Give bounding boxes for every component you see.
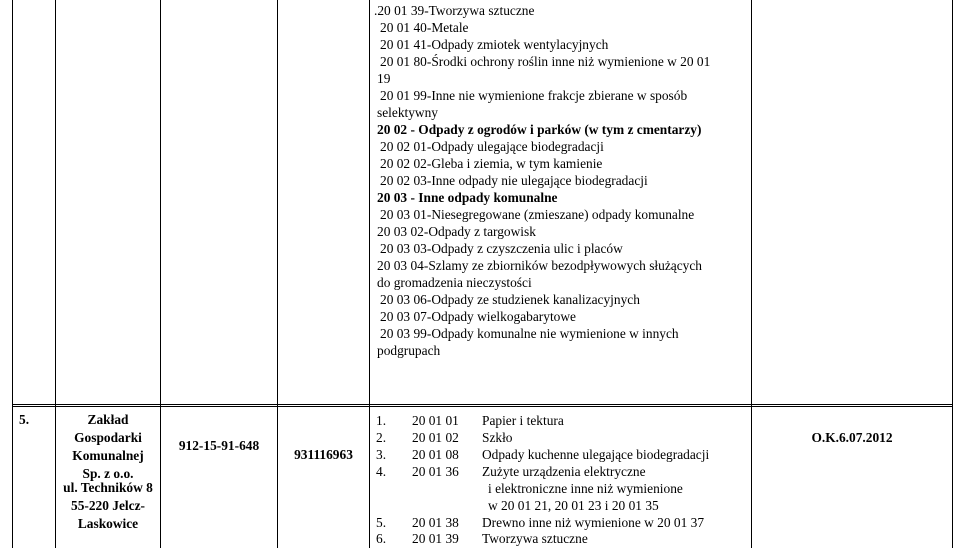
waste-line: 20 01 80-Środki ochrony roślin inne niż wymienione w 20 01 xyxy=(380,54,711,69)
company-line: Gospodarki xyxy=(74,430,142,445)
waste-group-heading: 20 02 - Odpady z ogrodów i parków (w tym z cmentarzy) xyxy=(377,122,702,137)
waste-line: 20 02 01-Odpady ulegające biodegradacji xyxy=(380,139,604,154)
company-line: ul. Techników 8 xyxy=(63,480,153,495)
regon-number: 931116963 xyxy=(294,447,353,462)
table-border-col4 xyxy=(369,0,370,548)
waste-line: 20 03 04-Szlamy ze zbiorników bezodpływowych służących xyxy=(377,258,703,273)
waste-line: 20 01 99-Inne nie wymienione frakcje zbierane w sposób xyxy=(380,88,688,103)
waste-item-code: 20 01 39 xyxy=(412,531,459,546)
table-border-col5 xyxy=(751,0,752,548)
waste-item-name: Odpady kuchenne ulegające biodegradacji xyxy=(482,447,710,462)
permit-number: O.K.6.07.2012 xyxy=(811,430,893,445)
nip-number: 912-15-91-648 xyxy=(178,438,260,453)
waste-item-name: Tworzywa sztuczne xyxy=(482,531,588,546)
waste-item-number: 4. xyxy=(376,464,387,479)
waste-line: podgrupach xyxy=(377,343,441,358)
row-divider xyxy=(12,404,953,405)
waste-line: 20 03 03-Odpady z czyszczenia ulic i placów xyxy=(380,241,623,256)
waste-line: do gromadzenia nieczystości xyxy=(377,275,532,290)
company-line: Sp. z o.o. xyxy=(82,466,134,481)
waste-line: 20 02 03-Inne odpady nie ulegające biodegradacji xyxy=(380,173,648,188)
waste-item-code: 20 01 36 xyxy=(412,464,459,479)
waste-item-number: 1. xyxy=(376,413,387,428)
waste-item-number: 5. xyxy=(376,515,387,530)
waste-item-number: 3. xyxy=(376,447,387,462)
row-number: 5. xyxy=(19,412,30,427)
waste-line: 20 02 02-Gleba i ziemia, w tym kamienie xyxy=(380,156,603,171)
waste-item-code: 20 01 38 xyxy=(412,515,459,530)
waste-item-code: 20 01 02 xyxy=(412,430,459,445)
waste-item-code: 20 01 01 xyxy=(412,413,459,428)
row-divider-double xyxy=(12,406,953,407)
waste-line: 20 03 07-Odpady wielkogabarytowe xyxy=(380,309,576,324)
waste-line: 20 01 40-Metale xyxy=(380,20,469,35)
waste-group-heading: 20 03 - Inne odpady komunalne xyxy=(377,190,558,205)
waste-item-name: Szkło xyxy=(482,430,513,445)
waste-item-code: 20 01 08 xyxy=(412,447,459,462)
waste-line: 20 01 41-Odpady zmiotek wentylacyjnych xyxy=(380,37,609,52)
waste-item-name-continued: w 20 01 21, 20 01 23 i 20 01 35 xyxy=(488,498,659,513)
waste-item-name: Zużyte urządzenia elektryczne xyxy=(482,464,646,479)
waste-line: 20 03 01-Niesegregowane (zmieszane) odpady komunalne xyxy=(380,207,695,222)
waste-item-number: 2. xyxy=(376,430,387,445)
waste-line: 20 03 99-Odpady komunalne nie wymienione w innych xyxy=(380,326,679,341)
company-line: Zakład xyxy=(87,412,129,427)
company-line: 55-220 Jelcz- xyxy=(71,498,145,513)
waste-line: selektywny xyxy=(377,105,438,120)
waste-line: 20 03 06-Odpady ze studzienek kanalizacyjnych xyxy=(380,292,640,307)
table-border-col2 xyxy=(160,0,161,548)
table-border-left xyxy=(12,0,13,548)
waste-line: .20 01 39-Tworzywa sztuczne xyxy=(374,3,535,18)
table-border-col3 xyxy=(277,0,278,548)
waste-line: 20 03 02-Odpady z targowisk xyxy=(377,224,536,239)
table-border-right xyxy=(952,0,953,548)
company-line: Komunalnej xyxy=(72,448,144,463)
company-line: Laskowice xyxy=(77,516,139,531)
waste-item-number: 6. xyxy=(376,531,387,546)
waste-line: 19 xyxy=(377,71,391,86)
waste-item-name: Drewno inne niż wymienione w 20 01 37 xyxy=(482,515,705,530)
waste-item-name: Papier i tektura xyxy=(482,413,564,428)
waste-item-name-continued: i elektroniczne inne niż wymienione xyxy=(488,481,683,496)
